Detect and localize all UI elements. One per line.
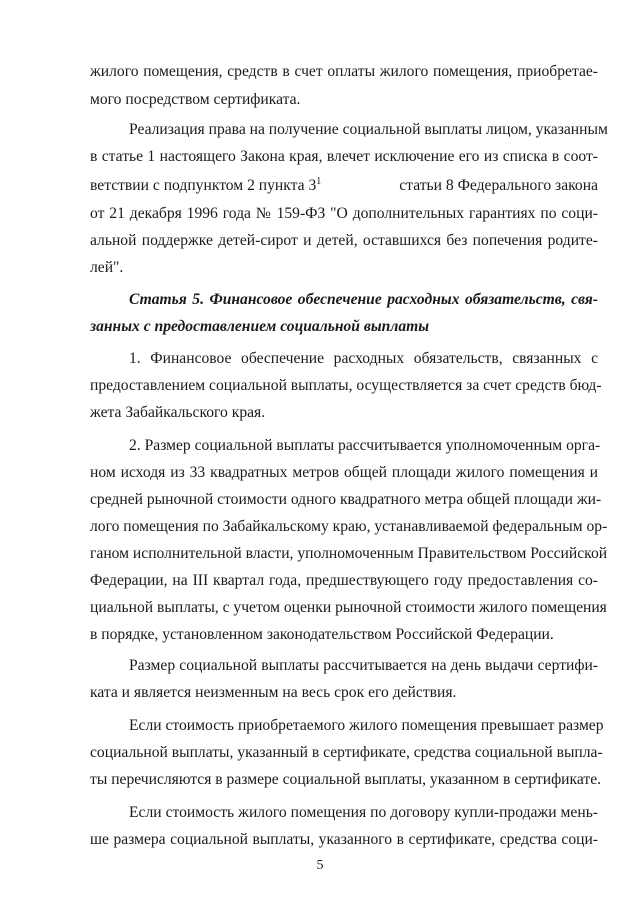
text-line: Если стоимость приобретаемого жилого помещения превышает размер (129, 717, 604, 734)
text-line: Если стоимость жилого помещения по договору купли-продажи мень- (129, 804, 598, 821)
text-line: жилого помещения, средств в счет оплаты жилого помещения, приобретае- (90, 63, 598, 80)
text-line: 2. Размер социальной выплаты рассчитывается уполномоченным орга- (129, 437, 601, 454)
text-line: Реализация права на получение социальной выплаты лицом, указанным (129, 121, 608, 138)
text-line: циальной выплаты, с учетом оценки рыночной стоимости жилого помещения (90, 599, 607, 616)
text-line: 1. Финансовое обеспечение расходных обязательств, связанных с (129, 350, 598, 367)
text-line: от 21 декабря 1996 года № 159-ФЗ "О дополнительных гарантиях по соци- (90, 205, 598, 222)
text-line: ном исходя из 33 квадратных метров общей площади жилого помещения и (90, 464, 598, 481)
text-line: альной поддержке детей-сирот и детей, оставшихся без попечения родите- (90, 232, 598, 249)
text-fragment: ветствии с подпунктом 2 пункта $3^1$ (90, 175, 322, 194)
superscript: 1 (316, 175, 322, 187)
text-line: лого помещения по Забайкальскому краю, устанавливаемой федеральным ор- (90, 518, 608, 535)
text-line (90, 176, 598, 196)
text-line: средней рыночной стоимости одного квадратного метра общей площади жи- (90, 491, 602, 508)
text-fragment: статьи 8 Федерального закона (399, 177, 598, 194)
text-line: ката и является неизменным на весь срок его действия. (90, 684, 457, 701)
text-line: жета Забайкальского края. (90, 404, 266, 421)
text-line: Федерации, на III квартал года, предшествующего году предоставления со- (90, 572, 598, 589)
text-line: ганом исполнительной власти, уполномоченным Правительством Российской (90, 545, 608, 562)
text-line: ше размера социальной выплаты, указанного в сертификате, средства соци- (90, 831, 598, 848)
text-line: в статье 1 настоящего Закона края, влечет исключение его из списка в соот- (90, 148, 598, 165)
page-number: 5 (316, 858, 324, 873)
text-line: предоставлением социальной выплаты, осуществляется за счет средств бюд- (90, 377, 602, 394)
text-line: социальной выплаты, указанный в сертификате, средства социальной выпла- (90, 744, 603, 761)
article-heading-line: занных с предоставлением социальной выплаты (90, 318, 430, 335)
text-line: лей". (90, 259, 124, 276)
text-line: ты перечисляются в размере социальной выплаты, указанном в сертификате. (90, 771, 602, 788)
article-heading-line: Статья 5. Финансовое обеспечение расходных обязательств, свя- (129, 291, 598, 308)
text-line: в порядке, установленном законодательством Российской Федерации. (90, 626, 554, 643)
text-line: мого посредством сертификата. (90, 91, 301, 108)
text-line: Размер социальной выплаты рассчитывается на день выдачи сертифи- (129, 657, 598, 674)
